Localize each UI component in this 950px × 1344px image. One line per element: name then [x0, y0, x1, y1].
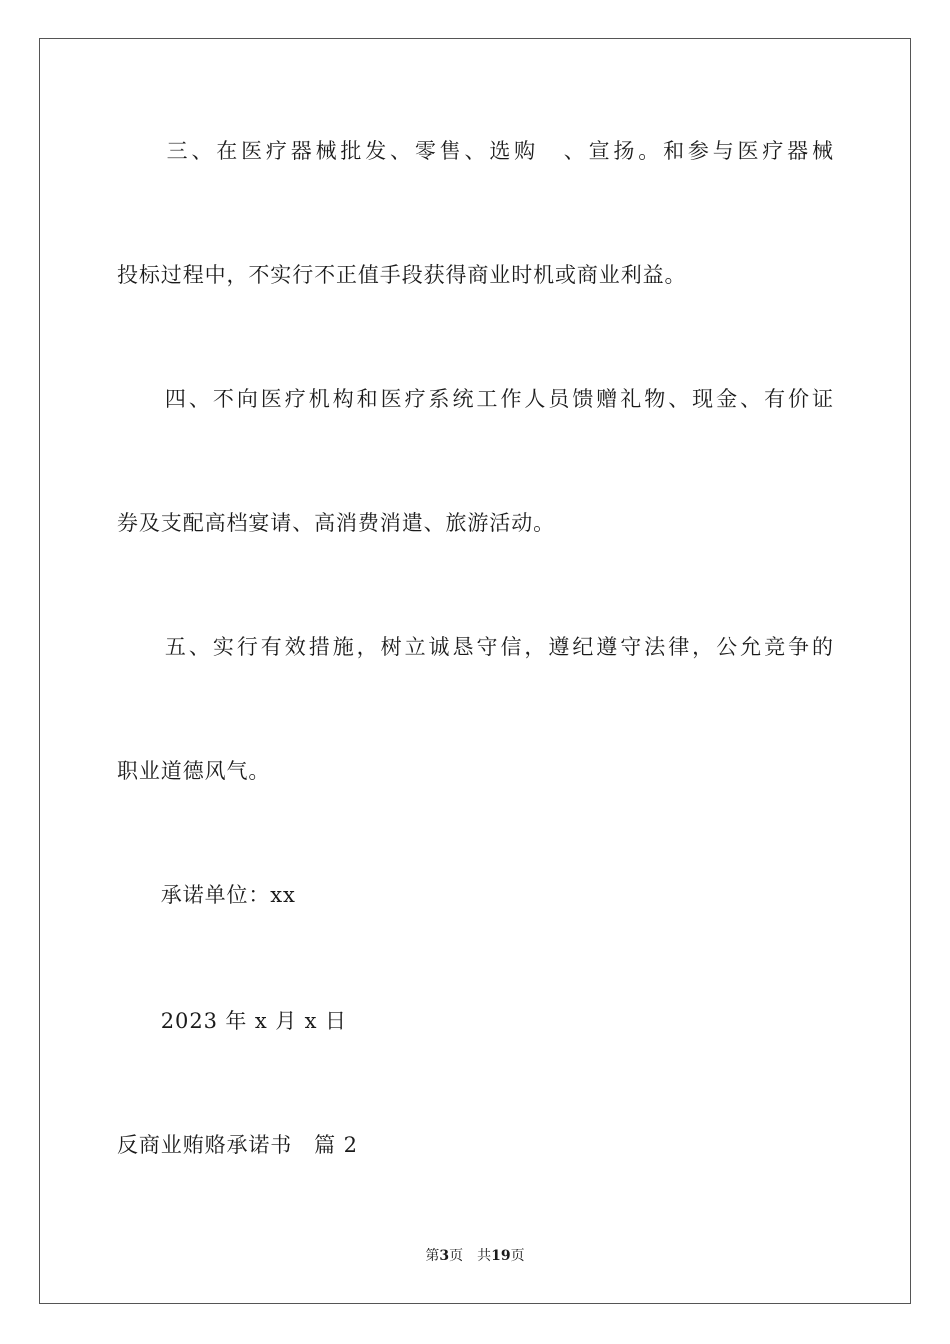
paragraph-4-line-2: 券及支配高档宴请、高消费消遣、旅游活动。: [117, 511, 555, 535]
signatory-line: 承诺单位：xx: [117, 883, 296, 907]
paragraph-4-line-1: 四、不向医疗机构和医疗系统工作人员馈赠礼物、现金、有价证: [117, 387, 833, 411]
footer-page-suffix: 页 共: [449, 1248, 492, 1264]
page-border: [39, 38, 911, 1304]
date-line: 2023 年 x 月 x 日: [117, 1009, 347, 1033]
paragraph-3-line-1: 三、在医疗器械批发、零售、选购 、宣扬。和参与医疗器械: [117, 139, 833, 163]
footer-page-prefix: 第: [425, 1248, 440, 1264]
footer-total-pages: 19: [491, 1248, 511, 1264]
footer-page-number: 3: [439, 1248, 450, 1264]
next-section-heading: 反商业贿赂承诺书 篇 2: [117, 1133, 358, 1157]
paragraph-3-line-2: 投标过程中，不实行不正值手段获得商业时机或商业利益。: [117, 263, 687, 287]
page-footer: [0, 1246, 950, 1266]
footer-total-suffix: 页: [510, 1248, 525, 1264]
paragraph-5-line-1: 五、实行有效措施，树立诚恳守信，遵纪遵守法律，公允竞争的: [117, 635, 833, 659]
paragraph-5-line-2: 职业道德风气。: [117, 759, 271, 783]
